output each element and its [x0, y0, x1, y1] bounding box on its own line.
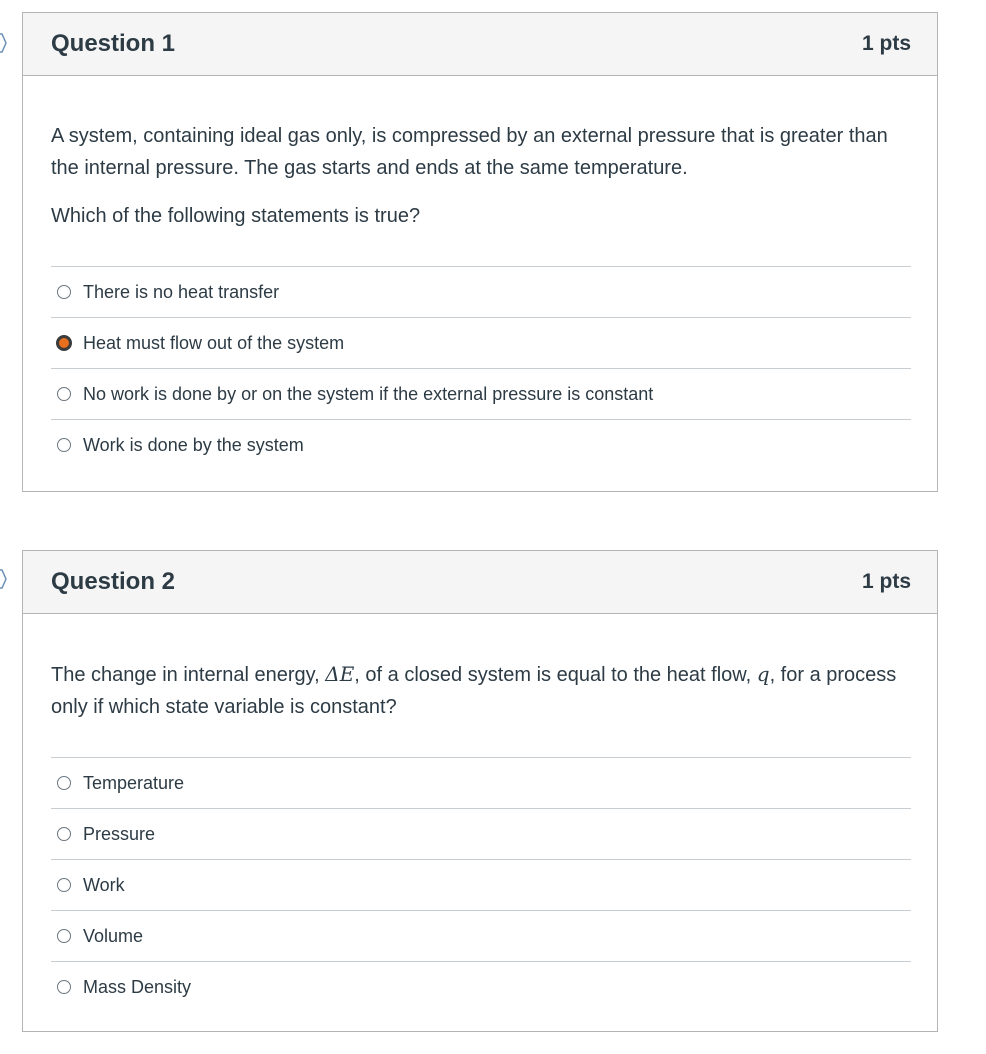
answer-option[interactable] — [51, 757, 911, 808]
radio-button[interactable] — [57, 878, 71, 892]
question-header — [23, 13, 937, 76]
radio-button[interactable] — [57, 438, 71, 452]
answer-label: Work is done by the system — [83, 434, 304, 455]
answer-option[interactable] — [51, 808, 911, 859]
answer-label: Pressure — [83, 823, 156, 844]
radio-button[interactable] — [57, 929, 71, 943]
radio-button[interactable] — [57, 827, 71, 841]
question-points: 1 pts — [861, 570, 911, 593]
question-body — [23, 76, 937, 470]
question-body — [23, 614, 937, 1012]
delta-e-math: ΔE — [325, 662, 355, 686]
question-prompt: Which of the following statements is true? — [51, 205, 421, 227]
answer-list — [51, 757, 911, 1012]
answer-option[interactable] — [51, 961, 911, 1012]
question-text-part: The change in internal energy, — [51, 664, 326, 686]
question-1 — [22, 12, 938, 492]
flag-question-1-icon[interactable] — [0, 32, 8, 54]
flag-question-2-icon[interactable] — [0, 568, 8, 590]
answer-option[interactable] — [51, 266, 911, 317]
radio-button[interactable] — [57, 387, 71, 401]
question-points: 1 pts — [861, 32, 911, 55]
radio-button[interactable] — [57, 285, 71, 299]
question-text — [51, 658, 911, 723]
question-title: Question 2 — [51, 568, 176, 595]
question-header — [23, 551, 937, 614]
answer-option[interactable] — [51, 859, 911, 910]
answer-option[interactable] — [51, 910, 911, 961]
answer-option[interactable] — [51, 317, 911, 368]
answer-label: Work — [83, 874, 125, 895]
question-text: A system, containing ideal gas only, is compressed by an external pressure that is greater than the internal pressure. The gas starts and ends at the same temperature. — [51, 125, 888, 179]
answer-option[interactable] — [51, 368, 911, 419]
question-text-part: , of a closed system is equal to the heat flow, — [354, 664, 757, 686]
answer-label: Heat must flow out of the system — [83, 332, 345, 353]
answer-label: There is no heat transfer — [83, 281, 280, 302]
question-text-part: , for a process only if which state variable is constant? — [51, 664, 897, 718]
radio-button-selected[interactable] — [56, 335, 72, 351]
radio-button[interactable] — [57, 776, 71, 790]
q-math: q — [756, 662, 770, 686]
radio-button[interactable] — [57, 980, 71, 994]
question-title: Question 1 — [51, 30, 176, 57]
answer-list — [51, 266, 911, 470]
answer-label: Temperature — [83, 772, 185, 793]
question-2 — [22, 550, 938, 1032]
answer-label: Volume — [83, 925, 144, 946]
answer-label: Mass Density — [83, 976, 192, 997]
answer-option[interactable] — [51, 419, 911, 470]
answer-label: No work is done by or on the system if the external pressure is constant — [83, 383, 654, 404]
